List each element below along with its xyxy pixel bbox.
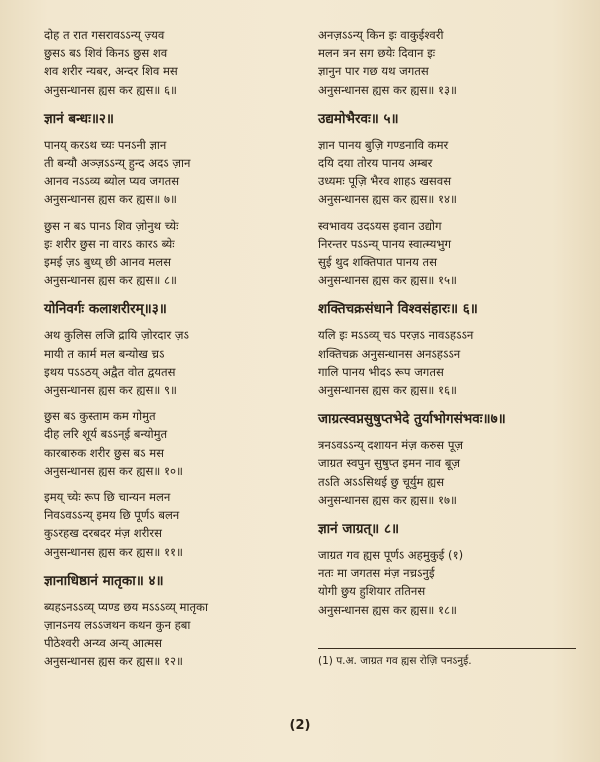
section-heading: ज्ञानं बन्धः॥२॥ bbox=[44, 110, 115, 127]
verse bbox=[44, 136, 306, 209]
verse-line: छुस न बऽ पानऽ शिव ज़ोनुथ च्येः bbox=[44, 218, 179, 233]
verse bbox=[44, 217, 306, 290]
verse-line: दोह त रात गसरावऽऽन्य् ज़्यव bbox=[44, 28, 165, 42]
verse-line: यलि इः मऽऽव्य् चऽ परज़ऽ नावऽहऽऽन bbox=[318, 328, 474, 343]
verse-line: योगी छुय हुशियार ततिनस bbox=[318, 584, 426, 599]
verse-line: शक्तिचक्र अनुसन्धानस अनऽहऽऽन bbox=[318, 346, 461, 361]
verse-line: शव शरीर न्यबर, अन्दर शिव मस bbox=[44, 64, 178, 79]
verse-line: दीह लरि शूर्य बऽऽन्ई बन्योमुत bbox=[44, 427, 168, 442]
verse-line: ब्यहऽनऽऽव्य् प्यण्ड छय मऽऽऽव्य् मातृका bbox=[44, 599, 208, 614]
verse-line: उध्यमः पूज़ि भैरव शाहऽ खसवस bbox=[318, 174, 452, 189]
page-number: (2) bbox=[289, 718, 311, 733]
verse-line: तऽति अऽऽसिथई छु चूर्युम ह्यस bbox=[318, 474, 445, 489]
verse bbox=[44, 326, 306, 399]
verse-line: निरन्तर पऽऽन्य् पानय स्वात्म्यभुग bbox=[318, 236, 452, 251]
verse-line: गालि पानय भीदऽ रूप जगतस bbox=[318, 364, 444, 379]
verse-line: ज्ञानुन पार गछ यथ जगतस bbox=[318, 64, 429, 79]
verse-line: अनुसन्धानस ह्यस कर ह्यस॥ ७॥ bbox=[44, 192, 177, 207]
verse-line: कारबारुक शरीर छुस बऽ मस bbox=[44, 445, 164, 460]
footnote: (1) प.अ. जाग्रत गव ह्यस रोज़ि पनऽनुई. bbox=[318, 655, 472, 667]
verse-line: दयि दया तोरय पानय अम्बर bbox=[318, 156, 433, 171]
verse bbox=[318, 26, 580, 99]
verse bbox=[318, 436, 580, 509]
section-heading: जाग्रत्स्वप्नसुषुप्तभेदे तुर्याभोगसंभवः॥७॥ bbox=[318, 411, 506, 428]
verse bbox=[318, 546, 580, 619]
verse-line: त्रनऽवऽऽन्य् दशायन मंज़ करुस पूज़ bbox=[318, 438, 464, 453]
verse-line: अथ कुलिस लजि द्रायि ज़ोरदार ज़ऽ bbox=[44, 328, 189, 343]
section-heading: ज्ञानं जाग्रत्॥ ८॥ bbox=[318, 521, 400, 538]
left-column bbox=[44, 26, 306, 679]
verse-line: ती बन्यौ अञ्ज़ऽऽन्य् हुन्द अदऽ ज़ान bbox=[44, 156, 191, 171]
verse-line: अनुसन्धानस ह्यस कर ह्यस॥ १७॥ bbox=[318, 492, 458, 507]
verse bbox=[318, 217, 580, 290]
verse bbox=[44, 407, 306, 480]
verse bbox=[318, 136, 580, 209]
verse-line: पीठेश्वरी अन्य्व अन्य् आत्मस bbox=[44, 636, 163, 651]
verse-line: ज़ानऽनय लऽऽजथन कथन कुन हबा bbox=[44, 618, 191, 633]
section-heading: योनिवर्गः कलाशरीरम्॥३॥ bbox=[44, 301, 167, 318]
verse bbox=[44, 598, 306, 671]
verse bbox=[44, 488, 306, 561]
verse-line: जाग्रत गव ह्यस पूर्णऽ अहमुकुई (१) bbox=[318, 548, 464, 563]
section-heading: उद्यमोभैरवः॥ ५॥ bbox=[318, 110, 399, 127]
verse-line: अनुसन्धानस ह्यस कर ह्यस॥ ६॥ bbox=[44, 82, 177, 97]
verse-line: इथय पऽऽठय् अद्वैत वोत द्वयतस bbox=[44, 364, 176, 379]
verse bbox=[44, 26, 306, 99]
verse-line: छुसऽ बऽ शिवं किनऽ छुस शव bbox=[44, 46, 168, 61]
verse-line: अनुसन्धानस ह्यस कर ह्यस॥ ११॥ bbox=[44, 544, 184, 559]
verse-line: सुई थुद शक्तिपात पानय तस bbox=[318, 255, 437, 270]
verse-line: अनुसन्धानस ह्यस कर ह्यस॥ १८॥ bbox=[318, 602, 458, 617]
verse-line: इमय् च्येः रूप छि चान्यन मलन bbox=[44, 490, 171, 505]
verse-line: अनुसन्धानस ह्यस कर ह्यस॥ १२॥ bbox=[44, 654, 184, 669]
verse-line: अनुसन्धानस ह्यस कर ह्यस॥ १४॥ bbox=[318, 192, 458, 207]
verse-line: जाग्रत स्वपुन सुषुप्त इमन नाव बूज़ bbox=[318, 456, 461, 471]
verse-line: निवऽवऽऽन्य् इमय छि पूर्णऽ बलन bbox=[44, 508, 180, 523]
verse-line: अनुसन्धानस ह्यस कर ह्यस॥ १०॥ bbox=[44, 463, 184, 478]
verse-line: अनज़ऽऽन्य् किन इः वाकुईश्वरी bbox=[318, 28, 444, 42]
verse-line: छुस बऽ कुस्ताम कम गोमुत bbox=[44, 409, 156, 424]
verse-line: स्वभावय उदऽयस इवान उद्योग bbox=[318, 218, 442, 233]
section-heading: ज्ञानाधिष्ठानं मातृका॥ ४॥ bbox=[44, 572, 164, 589]
verse-line: नतः मा जगतस मंज़ नच्रऽनुई bbox=[318, 566, 435, 581]
verse-line: अनुसन्धानस ह्यस कर ह्यस॥ १५॥ bbox=[318, 273, 458, 288]
right-column bbox=[318, 26, 580, 627]
verse-line: अनुसन्धानस ह्यस कर ह्यस॥ ९॥ bbox=[44, 383, 177, 398]
verse-line: पानय् करऽथ च्यः पनऽनी ज्ञान bbox=[44, 137, 167, 152]
verse-line: इः शरीर छुस ना वारऽ कारऽ ब्येः bbox=[44, 236, 175, 251]
verse-line: अनुसन्धानस ह्यस कर ह्यस॥ १३॥ bbox=[318, 82, 458, 97]
verse-line: ज्ञान पानय बुज़ि गण्डनावि कमर bbox=[318, 137, 449, 152]
verse-line: इमई ज़ऽ बुध्य् छी आनव मलस bbox=[44, 255, 171, 270]
verse-line: मायी त कार्म मल बन्योख च्रऽ bbox=[44, 346, 165, 361]
verse-line: अनुसन्धानस ह्यस कर ह्यस॥ १६॥ bbox=[318, 383, 458, 398]
footnote-divider bbox=[318, 648, 576, 649]
verse bbox=[318, 326, 580, 399]
verse-line: कुऽरहख दरबदर मंज़ शरीरस bbox=[44, 526, 162, 541]
section-heading: शक्तिचक्रसंधाने विश्वसंहारः॥ ६॥ bbox=[318, 301, 478, 318]
verse-line: आनव नऽऽव्य ब्योल प्यव जगतस bbox=[44, 174, 180, 189]
verse-line: मलन त्रन सग छयेः दिवान इः bbox=[318, 46, 436, 61]
verse-line: अनुसन्धानस ह्यस कर ह्यस॥ ८॥ bbox=[44, 273, 177, 288]
